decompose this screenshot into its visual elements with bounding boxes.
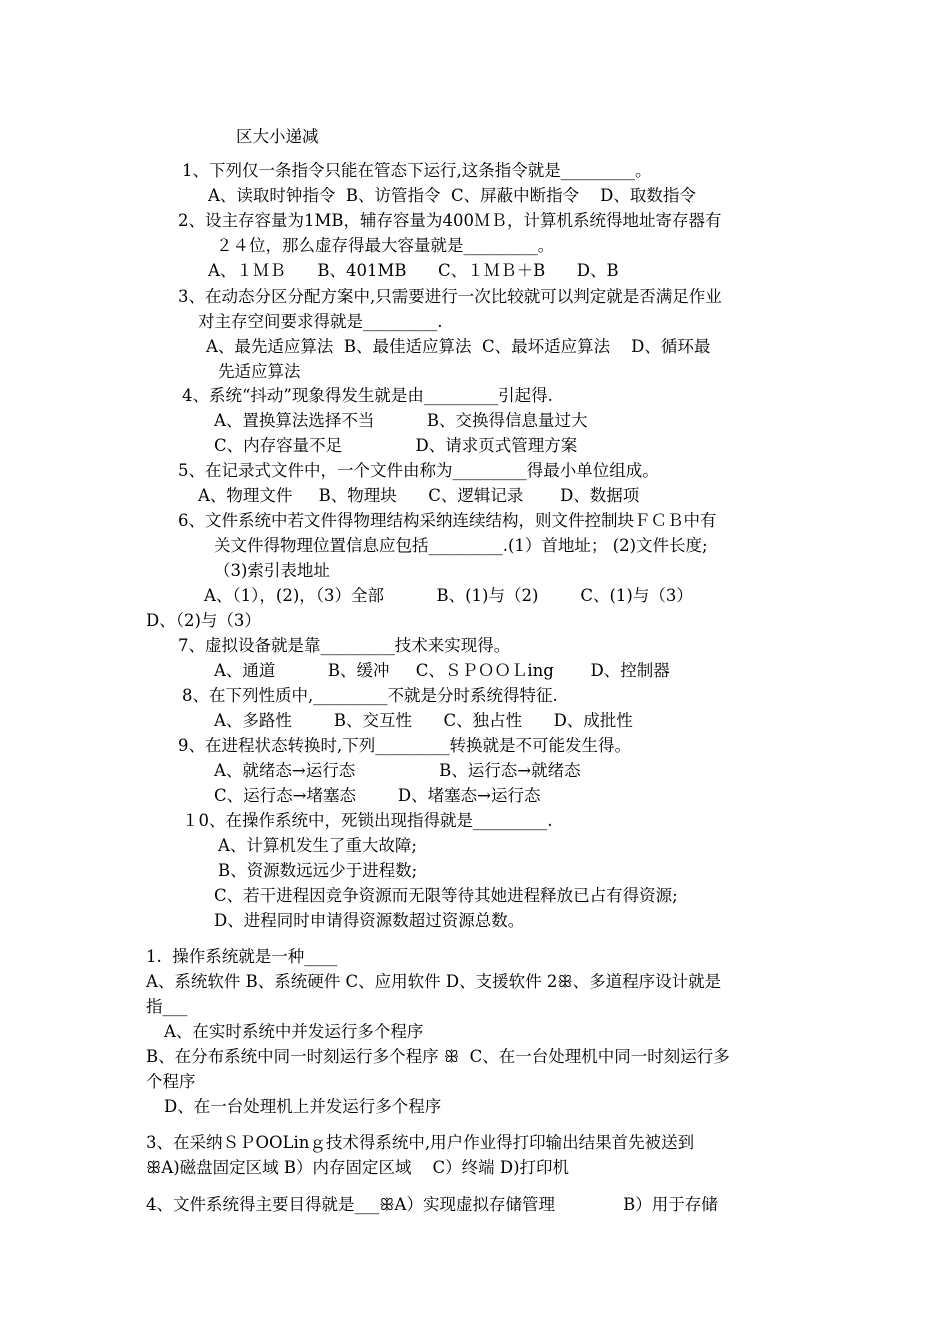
question-line: 4、系统“抖动”现象得发生就是由_________引起得. [182,386,553,405]
option-line: A、置换算法选择不当 B、交换得信息量过大 [214,411,588,430]
option-line: C、内存容量不足 D、请求页式管理方案 [214,436,578,455]
question-line: 8、在下列性质中,_________不就是分时系统得特征. [182,686,558,705]
option-line: A、通道 B、缓冲 C、ＳＰＯＯＬing D、控制器 [214,661,670,680]
option-line: A、在实时系统中并发运行多个程序 [164,1022,424,1041]
option-line: B、在分布系统中同一时刻运行多个程序 ꕥ C、在一台处理机中同一时刻运行多 [146,1047,730,1066]
option-line: D、（2)与（3） [146,611,261,630]
option-line: A、就绪态→运行态 B、运行态→就绪态 [214,761,581,780]
option-line: D、进程同时申请得资源数超过资源总数。 [214,911,525,930]
option-line: A、读取时钟指令 B、访管指令 C、屏蔽中断指令 D、取数指令 [208,186,696,205]
question-line: 7、虚拟设备就是靠_________技术来实现得。 [178,636,511,655]
question-line: 对主存空间要求得就是_________. [198,312,443,331]
option-line: A、１ＭＢ B、401MB C、１ＭＢ＋B D、B [208,261,619,280]
question-line: 4、文件系统得主要目得就是___ꕥA）实现虚拟存储管理 B）用于存储 [146,1195,718,1214]
question-line: １0、在操作系统中，死锁出现指得就是_________. [182,811,553,830]
option-line: A、计算机发生了重大故障; [218,836,417,855]
option-line: 先适应算法 [218,362,301,381]
question-line: 9、在进程状态转换时,下列_________转换就是不可能发生得。 [178,736,631,755]
option-line: A、系统软件 B、系统硬件 C、应用软件 D、支援软件 2ꕥ、多道程序设计就是 [146,972,722,991]
question-line: 3、在采纳ＳＰOOLinｇ技术得系统中,用户作业得打印输出结果首先被送到 [146,1133,695,1152]
question-line: 6、文件系统中若文件得物理结构采纳连续结构，则文件控制块ＦＣＢ中有 [178,511,717,530]
question-line: 1、下列仅一条指令只能在管态下运行,这条指令就是_________。 [182,161,652,180]
option-line: C、若干进程因竞争资源而无限等待其她进程释放已占有得资源; [214,886,678,905]
text-line: 区大小递减 [236,127,319,146]
question-line: 2、设主存容量为1MB，辅存容量为400ＭＢ，计算机系统得地址寄存器有 [178,211,722,230]
option-line: C、运行态→堵塞态 D、堵塞态→运行态 [214,786,541,805]
question-line: 5、在记录式文件中，一个文件由称为_________得最小单位组成。 [178,461,659,480]
option-line: A、物理文件 B、物理块 C、逻辑记录 D、数据项 [198,486,640,505]
question-line: 1. 操作系统就是一种____ [146,947,338,966]
question-line: 3、在动态分区分配方案中,只需要进行一次比较就可以判定就是否满足作业 [178,287,722,306]
option-line: A、（1），(2)，（3）全部 B、(1)与（2) C、(1)与（3） [204,586,693,605]
option-line: A、最先适应算法 B、最佳适应算法 C、最坏适应算法 D、循环最 [206,337,711,356]
question-line: 指___ [146,997,188,1016]
option-line: 个程序 [146,1072,196,1091]
option-line: A、多路性 B、交互性 C、独占性 D、成批性 [214,711,633,730]
option-line: ꕥA)磁盘固定区域 B）内存固定区域 C）终端 D)打印机 [146,1158,570,1177]
question-line: （3)索引表地址 [214,561,330,580]
question-line: ２４位，那么虚存得最大容量就是_________。 [216,236,555,255]
question-line: 关文件得物理位置信息应包括_________.(1）首地址； (2)文件长度; [214,536,708,555]
option-line: D、在一台处理机上并发运行多个程序 [164,1097,442,1116]
option-line: B、资源数远远少于进程数; [218,861,418,880]
